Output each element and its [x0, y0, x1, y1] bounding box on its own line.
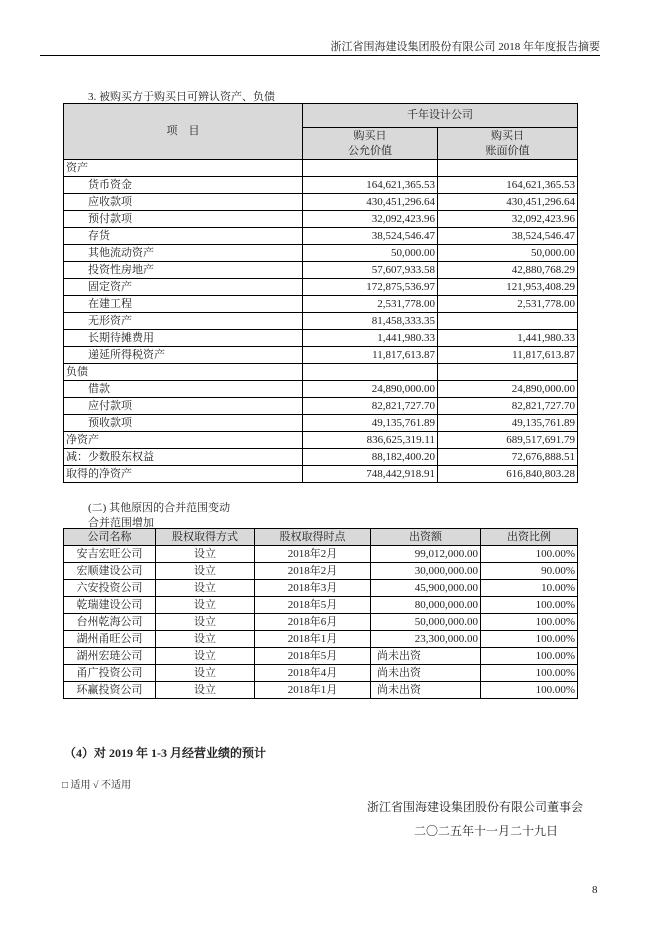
acquisition-date: 2018年5月	[255, 648, 371, 665]
table-row	[64, 580, 578, 597]
capital-amount: 尚未出资	[371, 682, 481, 699]
company-name: 湖州宏琏公司	[64, 648, 156, 665]
fair-value	[303, 160, 438, 177]
table-row	[64, 211, 578, 228]
fair-value: 38,524,546.47	[303, 228, 438, 245]
table-row	[64, 364, 578, 381]
row-label: 净资产	[64, 432, 303, 449]
table-row	[64, 228, 578, 245]
fair-value: 172,875,536.97	[303, 279, 438, 296]
book-value: 82,821,727.70	[438, 398, 578, 415]
fair-value: 88,182,400.20	[303, 449, 438, 466]
fair-value: 82,821,727.70	[303, 398, 438, 415]
fair-value: 24,890,000.00	[303, 381, 438, 398]
book-value: 72,676,888.51	[438, 449, 578, 466]
table-row	[64, 313, 578, 330]
capital-ratio: 10.00%	[481, 580, 578, 597]
fair-value: 1,441,980.33	[303, 330, 438, 347]
table-row	[64, 381, 578, 398]
capital-ratio: 100.00%	[481, 682, 578, 699]
capital-ratio: 90.00%	[481, 563, 578, 580]
row-label: 预付款项	[64, 211, 303, 228]
table-row	[64, 631, 578, 648]
subsection-title: 合并范围增加	[88, 517, 154, 529]
row-label: 预收款项	[64, 415, 303, 432]
table-row	[64, 415, 578, 432]
fair-value: 50,000.00	[303, 245, 438, 262]
acquisition-method: 设立	[156, 614, 255, 631]
fair-value: 11,817,613.87	[303, 347, 438, 364]
acquisition-date: 2018年2月	[255, 563, 371, 580]
book-value	[438, 160, 578, 177]
table-row	[64, 546, 578, 563]
capital-amount: 99,012,000.00	[371, 546, 481, 563]
company-name: 环赢投资公司	[64, 682, 156, 699]
table-row	[64, 177, 578, 194]
table-row	[64, 563, 578, 580]
book-value: 616,840,803.28	[438, 466, 578, 483]
row-label: 减：少数股东权益	[64, 449, 303, 466]
book-value: 50,000.00	[438, 245, 578, 262]
table-row	[64, 597, 578, 614]
fair-value: 57,607,933.58	[303, 262, 438, 279]
page-number: 8	[592, 884, 598, 896]
table-row	[64, 466, 578, 483]
signature: 浙江省围海建设集团股份有限公司董事会	[367, 800, 584, 814]
capital-amount: 80,000,000.00	[371, 597, 481, 614]
acquisition-date: 2018年2月	[255, 546, 371, 563]
book-value: 49,135,761.89	[438, 415, 578, 432]
consolidation-scope-table	[63, 528, 578, 699]
table-row	[64, 665, 578, 682]
date: 二〇二五年十一月二十九日	[414, 824, 559, 838]
fair-value: 2,531,778.00	[303, 296, 438, 313]
fair-value: 836,625,319.11	[303, 432, 438, 449]
book-value: 38,524,546.47	[438, 228, 578, 245]
fair-value: 430,451,296.64	[303, 194, 438, 211]
capital-ratio: 100.00%	[481, 665, 578, 682]
acquisition-date: 2018年6月	[255, 614, 371, 631]
capital-ratio: 100.00%	[481, 614, 578, 631]
table-row	[64, 330, 578, 347]
acquisition-date: 2018年5月	[255, 597, 371, 614]
acquisition-method: 设立	[156, 546, 255, 563]
acquisition-method: 设立	[156, 631, 255, 648]
capital-amount: 尚未出资	[371, 648, 481, 665]
header-divider	[40, 55, 600, 56]
acquisition-method: 设立	[156, 682, 255, 699]
capital-amount: 尚未出资	[371, 665, 481, 682]
fair-value: 32,092,423.96	[303, 211, 438, 228]
fair-value: 164,621,365.53	[303, 177, 438, 194]
fair-value-header: 购买日 公允价值	[303, 128, 438, 160]
book-value: 11,817,613.87	[438, 347, 578, 364]
not-applicable-option: √ 不适用	[93, 780, 132, 791]
table-row	[64, 245, 578, 262]
row-label: 负债	[64, 364, 303, 381]
book-value: 2,531,778.00	[438, 296, 578, 313]
applicability	[62, 776, 131, 791]
table-row	[64, 432, 578, 449]
company-name: 湖州甬旺公司	[64, 631, 156, 648]
acquired-assets-table	[63, 103, 578, 483]
table-row	[64, 262, 578, 279]
book-value: 24,890,000.00	[438, 381, 578, 398]
acquisition-method: 设立	[156, 580, 255, 597]
section-title: 3. 被购买方于购买日可辨认资产、负债	[88, 91, 275, 103]
company-name: 乾瑞建设公司	[64, 597, 156, 614]
section-title: （4）对 2019 年 1-3 月经营业绩的预计	[64, 746, 266, 760]
company-name: 安吉宏旺公司	[64, 546, 156, 563]
capital-ratio: 100.00%	[481, 597, 578, 614]
page-header: 浙江省围海建设集团股份有限公司 2018 年年度报告摘要	[330, 41, 600, 53]
capital-amount: 45,900,000.00	[371, 580, 481, 597]
company-name: 台州乾海公司	[64, 614, 156, 631]
row-label: 存货	[64, 228, 303, 245]
capital-amount: 30,000,000.00	[371, 563, 481, 580]
company-name: 六安投资公司	[64, 580, 156, 597]
table-row	[64, 648, 578, 665]
acquisition-date: 2018年1月	[255, 682, 371, 699]
fair-value: 49,135,761.89	[303, 415, 438, 432]
company-name: 甬广投资公司	[64, 665, 156, 682]
book-value: 164,621,365.53	[438, 177, 578, 194]
capital-ratio: 100.00%	[481, 546, 578, 563]
acquisition-method: 设立	[156, 648, 255, 665]
book-value: 689,517,691.79	[438, 432, 578, 449]
table-row	[64, 194, 578, 211]
column-header: 出资额	[371, 529, 481, 546]
acquisition-method: 设立	[156, 563, 255, 580]
table-row	[64, 614, 578, 631]
table-row	[64, 279, 578, 296]
company-name: 宏顺建设公司	[64, 563, 156, 580]
applicable-option: □ 适用	[62, 780, 91, 791]
book-value: 32,092,423.96	[438, 211, 578, 228]
fair-value	[303, 364, 438, 381]
row-label: 资产	[64, 160, 303, 177]
acquisition-date: 2018年4月	[255, 665, 371, 682]
book-value-header: 购买日 账面价值	[438, 128, 578, 160]
row-label: 无形资产	[64, 313, 303, 330]
capital-amount: 50,000,000.00	[371, 614, 481, 631]
item-header: 项 目	[64, 104, 303, 160]
acquisition-method: 设立	[156, 597, 255, 614]
book-value: 1,441,980.33	[438, 330, 578, 347]
table-row	[64, 347, 578, 364]
row-label: 投资性房地产	[64, 262, 303, 279]
book-value: 42,880,768.29	[438, 262, 578, 279]
company-header: 千年设计公司	[303, 104, 578, 128]
row-label: 应付款项	[64, 398, 303, 415]
row-label: 其他流动资产	[64, 245, 303, 262]
acquisition-method: 设立	[156, 665, 255, 682]
table-row	[64, 449, 578, 466]
book-value	[438, 364, 578, 381]
acquisition-date: 2018年3月	[255, 580, 371, 597]
row-label: 应收款项	[64, 194, 303, 211]
row-label: 借款	[64, 381, 303, 398]
acquisition-date: 2018年1月	[255, 631, 371, 648]
table-row	[64, 296, 578, 313]
row-label: 货币资金	[64, 177, 303, 194]
capital-amount: 23,300,000.00	[371, 631, 481, 648]
column-header: 出资比例	[481, 529, 578, 546]
fair-value: 748,442,918.91	[303, 466, 438, 483]
column-header: 股权取得方式	[156, 529, 255, 546]
row-label: 取得的净资产	[64, 466, 303, 483]
column-header: 公司名称	[64, 529, 156, 546]
capital-ratio: 100.00%	[481, 648, 578, 665]
row-label: 在建工程	[64, 296, 303, 313]
fair-value: 81,458,333.35	[303, 313, 438, 330]
book-value: 430,451,296.64	[438, 194, 578, 211]
book-value	[438, 313, 578, 330]
capital-ratio: 100.00%	[481, 631, 578, 648]
table-row	[64, 682, 578, 699]
table-row	[64, 398, 578, 415]
table-row	[64, 160, 578, 177]
section-title: (二) 其他原因的合并范围变动	[88, 502, 231, 514]
row-label: 长期待摊费用	[64, 330, 303, 347]
column-header: 股权取得时点	[255, 529, 371, 546]
book-value: 121,953,408.29	[438, 279, 578, 296]
row-label: 递延所得税资产	[64, 347, 303, 364]
row-label: 固定资产	[64, 279, 303, 296]
